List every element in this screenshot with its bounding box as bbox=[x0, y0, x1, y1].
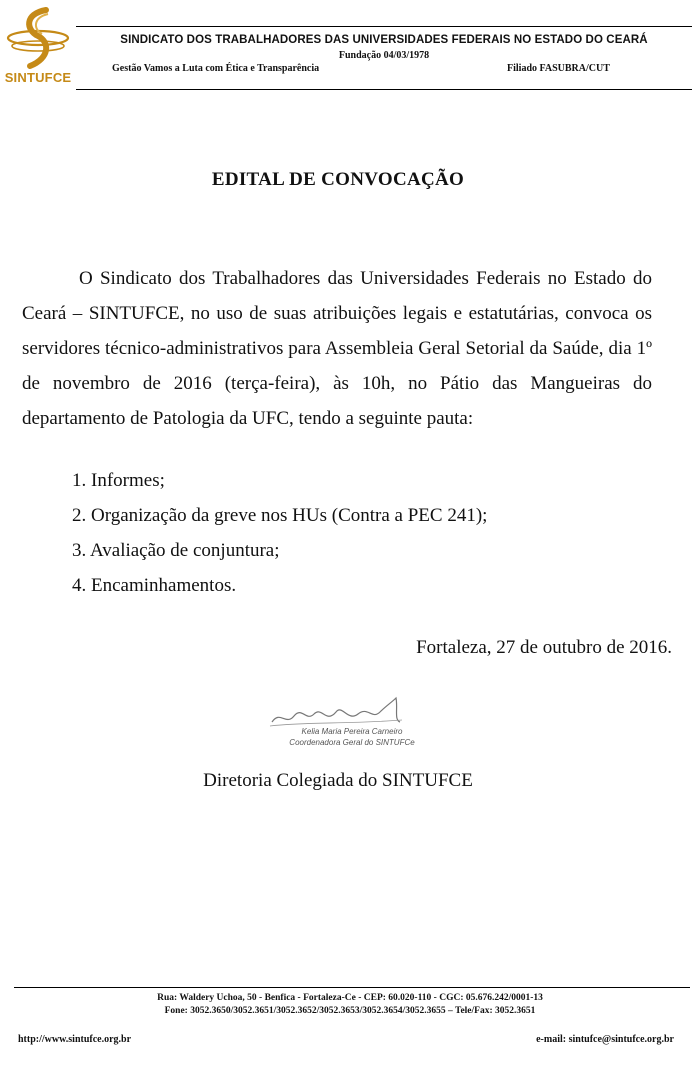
affiliation: Filiado FASUBRA/CUT bbox=[507, 63, 610, 74]
handwritten-signature bbox=[262, 692, 412, 732]
footer-address: Rua: Waldery Uchoa, 50 - Benfica - Fortaleza-Ce - CEP: 60.020-110 - CGC: 05.676.242/0001-13 bbox=[157, 993, 543, 1003]
convocation-paragraph: O Sindicato dos Trabalhadores das Universidades Federais no Estado do Ceará – SINTUFCE, no uso de suas atribuições legais e estatutárias, convoca os servidores técnico-administrativos para Assembleia Geral Setorial da Saúde, dia 1º de novembro de 2016 (terça-feira), às 10h, no Pátio das Mangueiras do departamento de Patologia da UFC, tendo a seguinte pauta: bbox=[22, 268, 652, 429]
header-top-rule bbox=[76, 26, 692, 27]
agenda-list bbox=[72, 463, 487, 603]
footer-rule bbox=[14, 987, 690, 988]
footer-phones: Fone: 3052.3650/3052.3651/3052.3652/3052.3653/3052.3654/3052.3655 – Tele/Fax: 3052.3651 bbox=[164, 1006, 536, 1016]
administration-motto: Gestão Vamos a Luta com Ética e Transparência bbox=[112, 63, 320, 74]
signature-role: Coordenadora Geral do SINTUFCe bbox=[289, 738, 415, 747]
email-link[interactable]: e-mail: sintufce@sintufce.org.br bbox=[536, 1034, 674, 1045]
signature-stamp bbox=[262, 692, 415, 758]
agenda-item: 1. Informes; bbox=[72, 470, 165, 491]
dateline: Fortaleza, 27 de outubro de 2016. bbox=[416, 637, 672, 658]
organization-name: SINDICATO DOS TRABALHADORES DAS UNIVERSIDADES FEDERAIS NO ESTADO DO CEARÁ bbox=[120, 34, 648, 46]
logo-text: SINTUFCE bbox=[4, 70, 72, 85]
signature-name: Kelia Maria Pereira Carneiro bbox=[301, 727, 403, 736]
document-title: EDITAL DE CONVOCAÇÃO bbox=[211, 169, 465, 190]
agenda-item: 2. Organização da greve nos HUs (Contra a PEC 241); bbox=[72, 505, 488, 526]
agenda-item: 4. Encaminhamentos. bbox=[72, 575, 237, 596]
foundation-date: Fundação 04/03/1978 bbox=[338, 50, 430, 61]
header-bottom-rule bbox=[76, 89, 692, 90]
agenda-item: 3. Avaliação de conjuntura; bbox=[72, 540, 280, 561]
website-link[interactable]: http://www.sintufce.org.br bbox=[18, 1034, 132, 1045]
signoff: Diretoria Colegiada do SINTUFCE bbox=[203, 770, 473, 791]
